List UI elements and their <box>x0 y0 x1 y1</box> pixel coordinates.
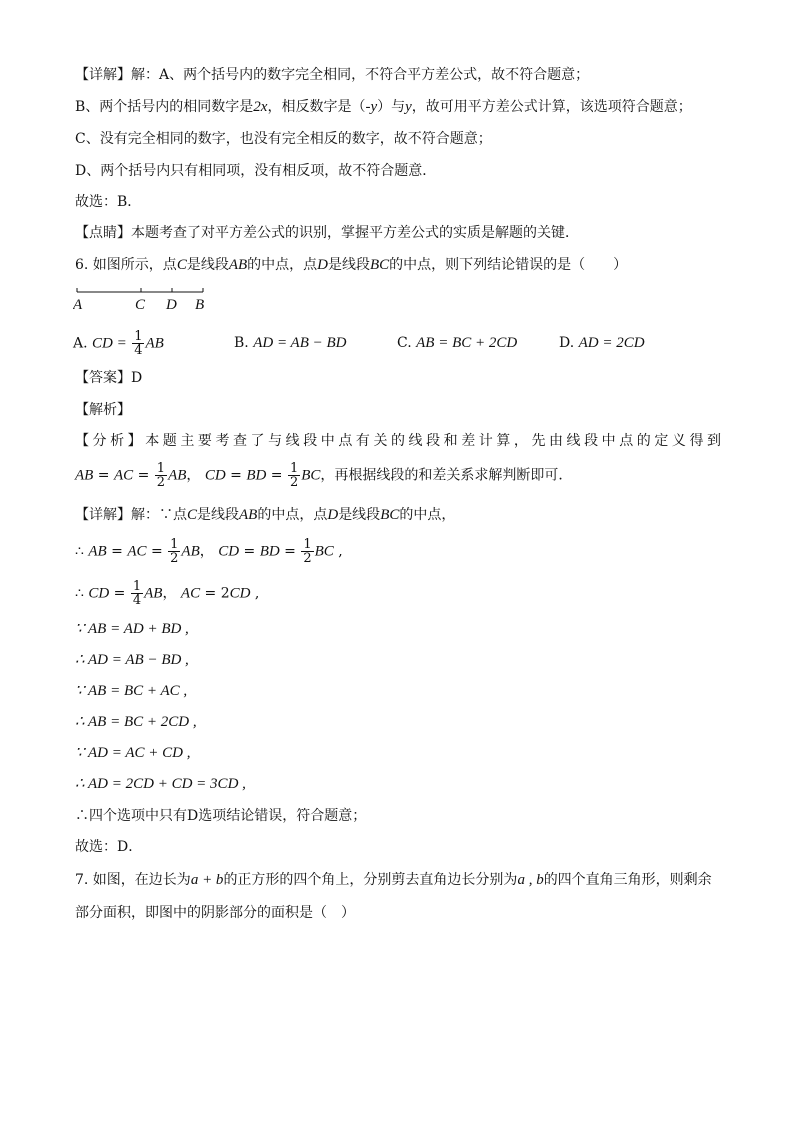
step-10 <box>75 837 142 857</box>
detail-sol-text-2: 是线段 <box>197 507 240 523</box>
detail-b-math-2x: 2x <box>253 99 268 115</box>
detail-line-c <box>75 129 492 149</box>
analysis-text-2: ，再根据线段的和差关系求解判断即可． <box>320 467 573 484</box>
analysis-frac-1: $\frac{1}{2}$ <box>156 461 166 490</box>
detail-line-b <box>75 97 692 117</box>
detail-b-text-2: ，相反数字是（ <box>267 99 366 115</box>
analysis-line-1 <box>75 431 721 451</box>
detail-d-text: D、两个括号内只有相同项，没有相反项，故不符合题意． <box>75 163 437 179</box>
detail-solution-line <box>75 505 455 525</box>
analysis-frac-2: $\frac{1}{2}$ <box>289 461 299 490</box>
detail-sol-c: C <box>187 507 198 523</box>
analysis-text-1: 【分析】本题主要考查了与线段中点有关的线段和差计算，先由线段中点的定义得到 <box>75 433 721 449</box>
detail-sol-text-3: 的中点，点 <box>257 507 328 523</box>
segment-figure <box>73 286 213 316</box>
detail-line-a <box>75 65 589 85</box>
step-9-text: ∴四个选项中只有D选项结论错误，符合题意； <box>75 808 367 824</box>
detail-sol-ab: AB <box>239 507 258 523</box>
q6-point-c: C <box>176 257 187 273</box>
step-7: ∵ AD = AC + CD , <box>75 745 191 761</box>
q7-text-2: 的正方形的四个角上，分别剪去直角边长分别为 <box>223 872 518 888</box>
label-b: B <box>195 297 205 313</box>
q6-segment-ab: AB <box>228 257 248 273</box>
option-d-text: AD = 2CD <box>578 335 645 351</box>
dianjing-text: 【点睛】本题考查了对平方差公式的识别，掌握平方差公式的实质是解题的关键． <box>75 225 579 241</box>
option-a-rhs: AB <box>145 335 164 352</box>
q7-math-a-b: a , b <box>517 872 544 888</box>
detail-sol-text-5: 的中点， <box>399 507 456 523</box>
label-d: D <box>166 297 177 313</box>
detail-b-math-y: y <box>405 99 412 115</box>
question-7-line-1 <box>75 870 712 890</box>
answer-line <box>75 368 142 388</box>
option-b <box>234 333 347 353</box>
label-c: C <box>135 297 146 313</box>
option-a-den: 4 <box>134 343 143 358</box>
q7-math-a-plus-b: a + b <box>190 872 224 888</box>
detail-c-text: C、没有完全相同的数字，也没有完全相反的数字，故不符合题意； <box>75 131 492 147</box>
detail-a-text: 【详解】解：A、两个括号内的数字完全相同，不符合平方差公式，故不符合题意； <box>75 67 590 83</box>
option-a-label: A. <box>73 335 88 352</box>
detail-sol-text-1: 【详解】解：∵点 <box>75 507 187 523</box>
step-6: ∴ AB = BC + 2CD , <box>75 714 197 730</box>
q6-point-d: D <box>317 257 328 273</box>
step-2: ∴ CD = $\frac{1}{4}$ AB， AC = 2CD , <box>75 579 260 608</box>
detail-sol-text-4: 是线段 <box>338 507 381 523</box>
q6-text-4: 是线段 <box>328 257 370 273</box>
step-4: ∴ AD = AB − BD , <box>75 652 189 668</box>
option-d-label: D. <box>559 335 575 351</box>
q6-text-2: 是线段 <box>186 257 229 273</box>
detail-sol-bc: BC <box>380 507 400 523</box>
option-a <box>73 330 164 357</box>
q6-segment-bc: BC <box>370 257 390 273</box>
answer-text: 【答案】D <box>75 370 143 386</box>
q7-text-1: 7. 如图，在边长为 <box>75 872 191 888</box>
choose-b-text: 故选：B． <box>75 194 142 210</box>
question-7-line-2 <box>75 903 355 923</box>
q6-text-5: 的中点，则下列结论错误的是（ ） <box>389 257 628 273</box>
analysis-line-2: AB = AC = $\frac{1}{2}$ AB， CD = BD = $\frac{1}{2}$ BC，再根据线段的和差关系求解判断即可． <box>75 461 573 490</box>
detail-sol-d: D <box>327 507 339 523</box>
option-a-lhs: CD = <box>92 335 127 352</box>
option-a-fraction <box>132 330 144 357</box>
option-a-num: 1 <box>134 329 143 344</box>
detail-b-text-1: B、两个括号内的相同数字是 <box>75 99 254 115</box>
dianjing-line <box>75 223 579 243</box>
option-b-label: B. <box>234 335 249 351</box>
detail-b-text-3: ）与 <box>377 99 406 115</box>
jiexi-text: 【解析】 <box>75 402 131 418</box>
step-3: ∵ AB = AD + BD , <box>75 621 189 637</box>
option-d <box>559 333 645 353</box>
q7-text-4: 部分面积，即图中的阴影部分的面积是（ ） <box>75 905 355 921</box>
choose-b-line <box>75 192 141 212</box>
step-1: ∴ AB = AC = $\frac{1}{2}$ AB， CD = BD = $\frac{1}{2}$ BC , <box>75 537 343 566</box>
step-8: ∴ AD = 2CD + CD = 3CD , <box>75 776 246 792</box>
option-c-label: C. <box>397 335 412 351</box>
question-6 <box>75 255 627 275</box>
jiexi-line <box>75 400 131 420</box>
step-10-text: 故选：D． <box>75 839 143 855</box>
step-9 <box>75 806 366 826</box>
q6-text-3: 的中点，点 <box>247 257 318 273</box>
detail-b-text-4: ，故可用平方差公式计算，该选项符合题意； <box>411 99 692 115</box>
q6-text-1: 6. 如图所示，点 <box>75 257 177 273</box>
step-5: ∵ AB = BC + AC , <box>75 683 188 699</box>
option-b-text: AD = AB − BD <box>253 335 347 351</box>
detail-line-d <box>75 161 436 181</box>
option-c-text: AB = BC + 2CD <box>416 335 518 351</box>
option-c <box>397 333 517 353</box>
q7-text-3: 的四个直角三角形，则剩余 <box>543 872 712 888</box>
label-a: A <box>73 297 83 313</box>
detail-b-math-neg-y: -y <box>365 99 378 115</box>
